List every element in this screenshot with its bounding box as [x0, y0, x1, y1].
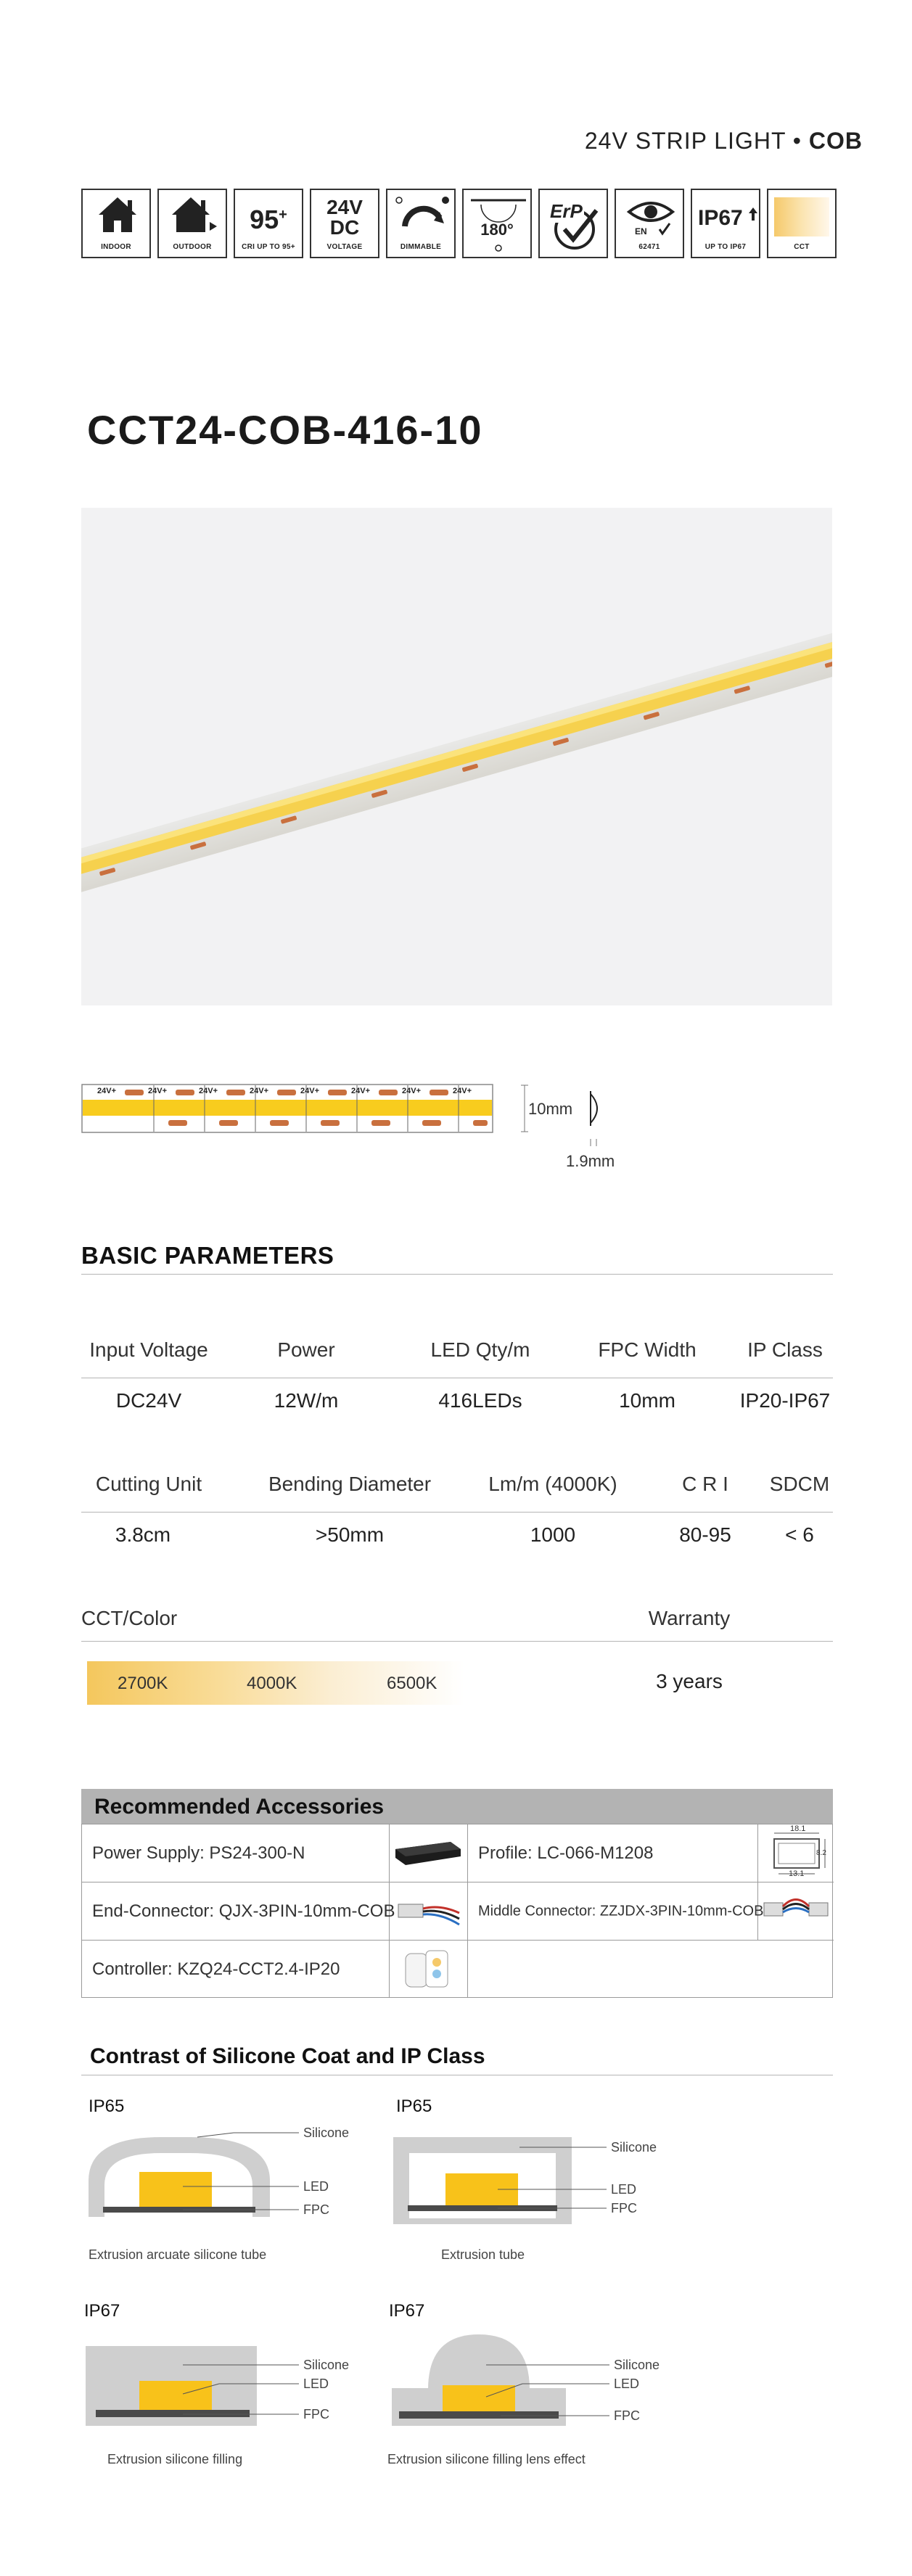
ip-rating-label: UP TO IP67 [704, 243, 747, 251]
cri-value: 80-95 [679, 1523, 731, 1546]
sdcm-value: < 6 [785, 1523, 814, 1546]
erp-text: ErP [550, 200, 583, 222]
bending-diameter-header: Bending Diameter [268, 1473, 432, 1495]
ip-class-header: IP Class [747, 1338, 823, 1361]
panel-ip-label: IP65 [89, 2096, 125, 2116]
middle-connector-image [758, 1882, 834, 1941]
strip-mark: 24V+ [351, 1087, 370, 1095]
strip-voltage-marks [81, 1087, 495, 1098]
strip-light-title [585, 128, 863, 155]
ip-rating-value: IP67 [698, 206, 743, 230]
lumen-header: Lm/m (4000K) [488, 1473, 617, 1495]
profile-image [758, 1824, 834, 1882]
panel-caption: Extrusion silicone filling lens effect [387, 2452, 586, 2466]
warranty-header: Warranty [648, 1607, 731, 1629]
controller-image [390, 1941, 468, 1998]
ip65-tube-panel [389, 2096, 694, 2278]
ip67-lens-panel [385, 2301, 704, 2490]
dimmable-icon [386, 189, 456, 258]
end-connector-text: End-Connector: QJX-3PIN-10mm-COB [92, 1901, 395, 1921]
led-qty-header: LED Qty/m [430, 1338, 530, 1361]
voltage-type: DC [329, 216, 360, 239]
strip-dimension-drawing [81, 1084, 495, 1136]
product-photo [81, 508, 832, 1005]
cct-2700k: 2700K [118, 1674, 168, 1693]
power-value: 12W/m [274, 1389, 339, 1412]
accessories-header [81, 1789, 833, 1824]
contrast-title: Contrast of Silicone Coat and IP Class [90, 2044, 485, 2068]
sdcm-header: SDCM [769, 1473, 830, 1495]
led-qty-value: 416LEDs [438, 1389, 522, 1412]
silicone-label: Silicone [303, 2358, 350, 2372]
accessories-table [81, 1824, 833, 1998]
controller-cell [82, 1941, 390, 1998]
ip67-filling-panel [81, 2301, 386, 2490]
ip65-arcuate-panel [81, 2096, 386, 2278]
bending-diameter-value: >50mm [315, 1523, 385, 1546]
empty-cell [468, 1941, 834, 1998]
voltage-label: VOLTAGE [326, 243, 363, 251]
cct-color-header: CCT/Color [81, 1607, 178, 1629]
fpc-label: FPC [303, 2407, 329, 2421]
strip-mark: 24V+ [97, 1087, 116, 1095]
profile-dim-top: 18.1 [790, 1824, 806, 1833]
power-header: Power [277, 1338, 335, 1361]
strip-mark: 24V+ [148, 1087, 167, 1095]
fpc-width-header: FPC Width [598, 1338, 697, 1361]
controller-text: Controller: KZQ24-CCT2.4-IP20 [92, 1959, 340, 1979]
input-voltage-value: DC24V [115, 1389, 182, 1412]
input-voltage-header: Input Voltage [89, 1338, 208, 1361]
outdoor-icon [157, 189, 227, 258]
eye-safety-en: EN [635, 226, 647, 236]
power-supply-cell [82, 1824, 390, 1882]
cri-header: C R I [682, 1473, 728, 1495]
panel-caption: Extrusion silicone filling [107, 2452, 243, 2466]
voltage-icon [310, 189, 379, 258]
cct-icon [767, 189, 837, 258]
cri-label: CRI UP TO 95+ [242, 243, 295, 251]
silicone-label: Silicone [614, 2358, 660, 2372]
cct-6500k: 6500K [387, 1674, 437, 1693]
middle-connector-cell [468, 1882, 764, 1941]
width-dimension-label: 10mm [528, 1100, 573, 1118]
profile-cell [468, 1824, 758, 1882]
profile-dim-bottom: 13.1 [789, 1869, 805, 1878]
accessories-title: Recommended Accessories [94, 1795, 385, 1819]
fpc-label: FPC [611, 2201, 637, 2215]
strip-mark: 24V+ [199, 1087, 218, 1095]
eye-safety-label: 62471 [638, 243, 660, 251]
outdoor-label: OUTDOOR [173, 243, 212, 251]
lumen-value: 1000 [530, 1523, 576, 1546]
divider [81, 1512, 833, 1513]
parameters-title: BASIC PARAMETERS [81, 1242, 334, 1269]
divider [81, 1641, 833, 1642]
cutting-unit-header: Cutting Unit [95, 1473, 202, 1495]
fpc-width-value: 10mm [619, 1389, 675, 1412]
profile-text: Profile: LC-066-M1208 [478, 1843, 654, 1863]
led-label: LED [303, 2377, 329, 2391]
strip-title-text: 24V STRIP LIGHT [584, 128, 786, 154]
cct-swatch [774, 197, 829, 236]
strip-mark: 24V+ [402, 1087, 421, 1095]
cct-label: CCT [794, 243, 810, 251]
cri-value: 95 [250, 205, 279, 234]
profile-dim-side: 8.2 [816, 1849, 826, 1857]
parameters-row-2 [81, 1473, 833, 1545]
voltage-value: 24V [326, 196, 363, 218]
silicone-label: Silicone [611, 2140, 657, 2155]
led-label: LED [303, 2179, 329, 2194]
panel-caption: Extrusion arcuate silicone tube [89, 2247, 267, 2262]
silicone-label: Silicone [303, 2126, 350, 2140]
strip-profile-drawing [521, 1084, 623, 1178]
cutting-unit-value: 3.8cm [115, 1523, 171, 1546]
led-label: LED [614, 2377, 640, 2391]
middle-connector-text: Middle Connector: ZZJDX-3PIN-10mm-COB [478, 1903, 764, 1919]
eye-safety-icon [615, 189, 684, 258]
panel-caption: Extrusion tube [441, 2247, 525, 2262]
parameters-row-1 [81, 1338, 833, 1411]
beam-angle-icon [462, 189, 532, 258]
divider [81, 1274, 833, 1275]
ip-rating-icon [691, 189, 760, 258]
panel-ip-label: IP65 [396, 2096, 432, 2116]
panel-ip-label: IP67 [84, 2301, 120, 2321]
dimmable-label: DIMMABLE [400, 243, 442, 251]
erp-icon [538, 189, 608, 258]
end-connector-cell [82, 1882, 395, 1941]
strip-mark: 24V+ [300, 1087, 319, 1095]
fpc-label: FPC [614, 2408, 640, 2423]
cri-plus: + [279, 207, 287, 223]
strip-mark: 24V+ [250, 1087, 268, 1095]
strip-mark: 24V+ [453, 1087, 472, 1095]
power-supply-text: Power Supply: PS24-300-N [92, 1843, 305, 1863]
cct-4000k: 4000K [247, 1674, 297, 1693]
title-bullet: • [792, 128, 802, 154]
height-dimension-label: 1.9mm [566, 1152, 615, 1170]
cri-icon [234, 189, 303, 258]
power-supply-image [390, 1824, 468, 1882]
ip-class-value: IP20-IP67 [739, 1389, 831, 1412]
beam-angle-value: 180° [480, 221, 514, 239]
warranty-value: 3 years [656, 1670, 723, 1692]
panel-ip-label: IP67 [389, 2301, 425, 2321]
indoor-label: INDOOR [101, 243, 131, 251]
fpc-label: FPC [303, 2202, 329, 2217]
strip-type-text: COB [808, 128, 863, 154]
led-label: LED [611, 2182, 637, 2197]
indoor-icon [81, 189, 151, 258]
end-connector-image [390, 1882, 468, 1941]
product-title: CCT24-COB-416-10 [87, 407, 483, 453]
